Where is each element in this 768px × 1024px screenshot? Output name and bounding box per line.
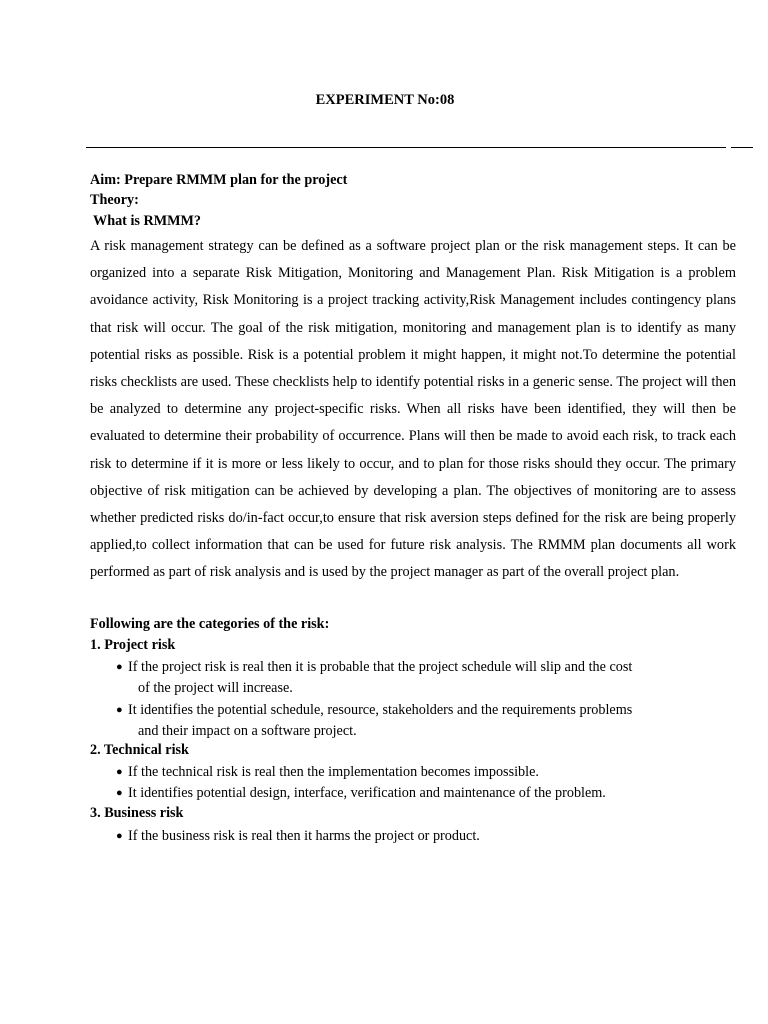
list-item bbox=[114, 657, 694, 699]
list-item bbox=[114, 826, 694, 847]
bullet-text: It identifies the potential schedule, resource, stakeholders and the requirements problems bbox=[128, 702, 633, 718]
bullet-icon: ● bbox=[116, 704, 123, 716]
bullet-text: If the project risk is real then it is probable that the project schedule will slip and the cost bbox=[128, 659, 633, 675]
rmmm-paragraph: A risk management strategy can be defined as a software project plan or the risk management steps. It can be organized into a separate Risk Mitigation, Monitoring and Management Plan. Risk Mitigation is a problem avoidance activity, Risk Monitoring is a project tracking activity,Risk Management includes contingency plans that risk will occur. The goal of the risk mitigation, monitoring and management plan is to identify as many potential risks as possible. Risk is a potential problem it might happen, it might not.To determine the potential risks checklists are used. These checklists help to identify potential risks in a generic sense. The project will then be analyzed to determine any project-specific risks. When all risks have been identified, they will then be evaluated to determine their probability of occurrence. Plans will then be made to avoid each risk, to track each risk to determine if it is more or less likely to occur, and to plan for those risks should they occur. The primary objective of risk mitigation can be achieved by developing a plan. The objectives of monitoring are to assess whether predicted risks do/in-fact occur,to ensure that risk aversion steps defined for the risk are being properly applied,to collect information that can be used for future risk analysis. The RMMM plan documents all work performed as part of risk analysis and is used by the project manager as part of the overall project plan. bbox=[90, 238, 736, 581]
list-item bbox=[114, 762, 694, 783]
bullet-text-continued: of the project will increase. bbox=[138, 680, 293, 696]
horizontal-rule-tail bbox=[731, 147, 753, 148]
bullet-text: If the technical risk is real then the implementation becomes impossible. bbox=[128, 764, 539, 780]
bullet-text-continued: and their impact on a software project. bbox=[138, 723, 357, 739]
bullet-icon: ● bbox=[116, 787, 123, 799]
rmmm-question-heading: What is RMMM? bbox=[93, 213, 201, 229]
experiment-title: EXPERIMENT No:08 bbox=[315, 92, 455, 108]
bullet-text: It identifies potential design, interface, verification and maintenance of the problem. bbox=[128, 785, 606, 801]
category-business-risk: 3. Business risk bbox=[90, 805, 184, 821]
technical-risk-list bbox=[114, 762, 694, 804]
aim-heading: Aim: Prepare RMMM plan for the project bbox=[90, 172, 348, 188]
category-project-risk: 1. Project risk bbox=[90, 637, 176, 653]
bullet-icon: ● bbox=[116, 766, 123, 778]
bullet-text: If the business risk is real then it harms the project or product. bbox=[128, 828, 480, 844]
business-risk-list bbox=[114, 826, 694, 847]
category-technical-risk: 2. Technical risk bbox=[90, 742, 189, 758]
theory-heading: Theory: bbox=[90, 192, 139, 208]
categories-heading: Following are the categories of the risk: bbox=[90, 616, 330, 632]
project-risk-list bbox=[114, 657, 694, 742]
bullet-icon: ● bbox=[116, 830, 123, 842]
list-item bbox=[114, 783, 694, 804]
list-item bbox=[114, 700, 694, 742]
page-title bbox=[0, 92, 768, 109]
horizontal-rule bbox=[86, 147, 726, 148]
bullet-icon: ● bbox=[116, 661, 123, 673]
